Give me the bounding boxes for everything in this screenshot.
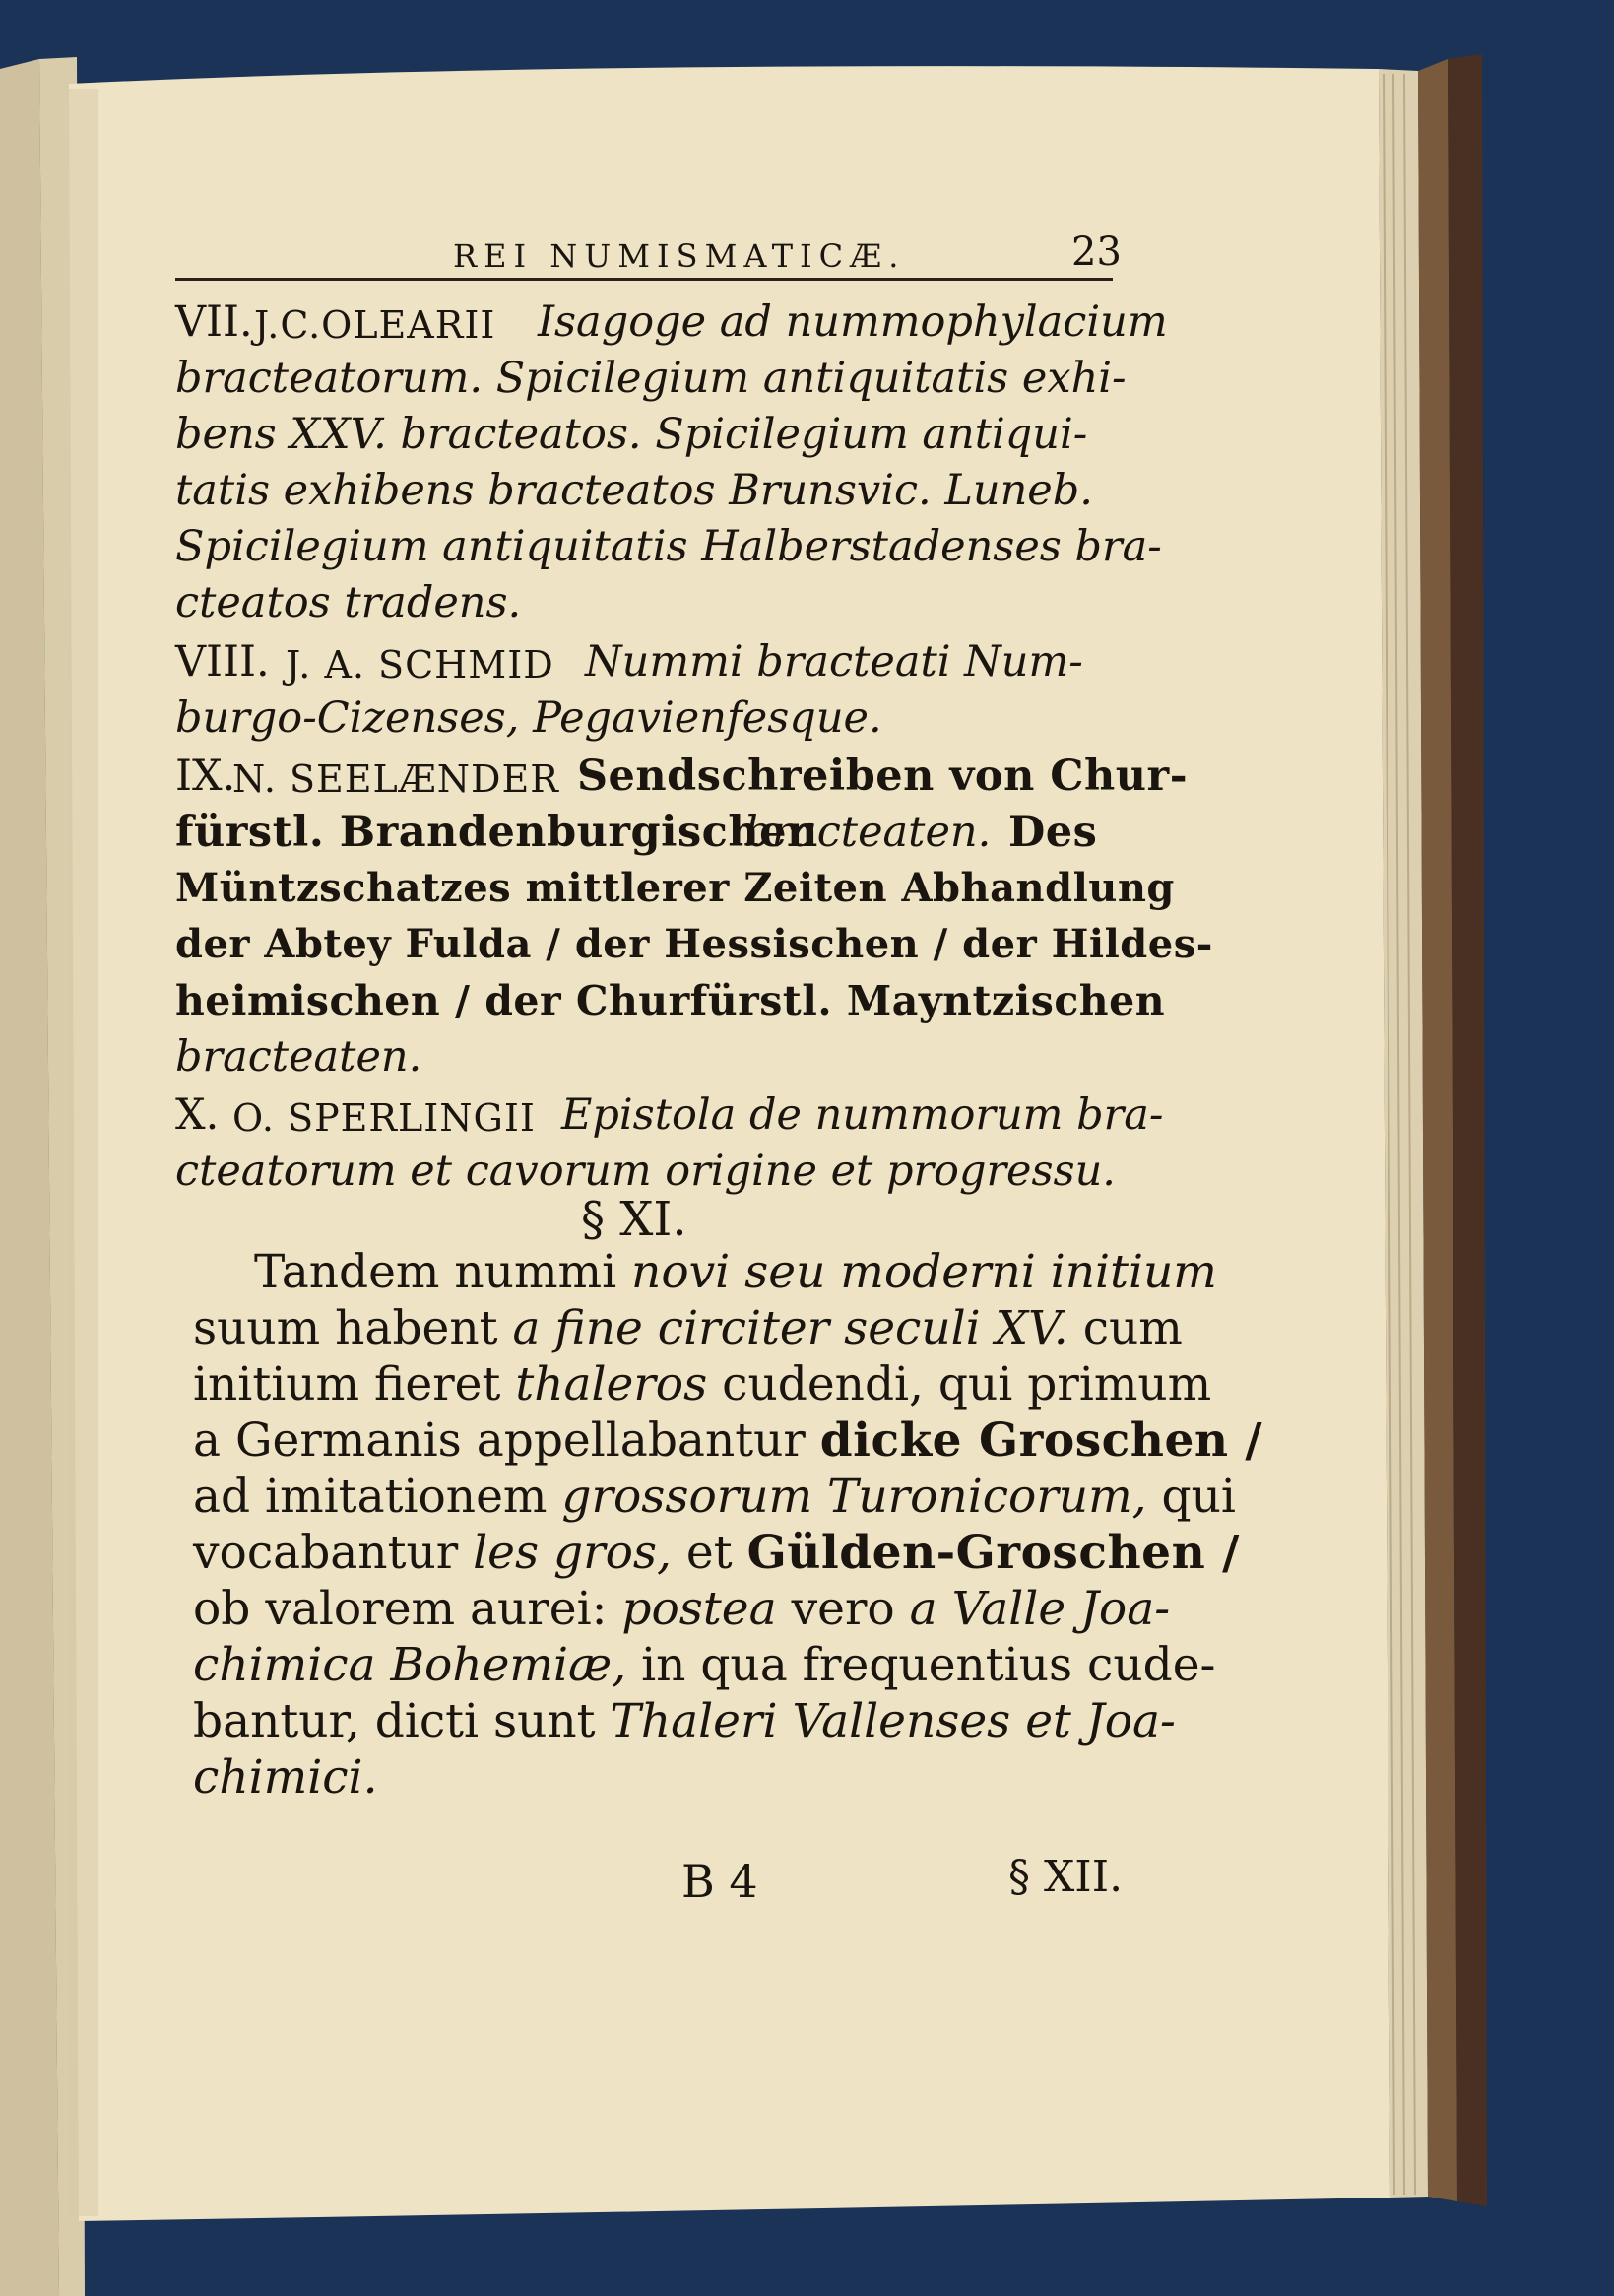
entry-viii-line: Nummi bracteati Num- [585,637,1083,687]
entry-ix-line: Sendschreiben von Chur- [577,752,1189,801]
paragraph-line: chimica Bohemiæ, in qua frequentius cude- [193,1638,1216,1692]
entry-x-line: Epistola de nummorum bra- [561,1090,1164,1140]
entry-vii-line: Isagoge ad nummophylacium [538,297,1168,347]
paragraph-line: initium fieret thaleros cudendi, qui primum [193,1357,1212,1411]
paragraph-line: a Germanis appellabantur dicke Groschen / [193,1413,1263,1468]
entry-ix-line: fürstl. Brandenburgischen [175,808,818,857]
entry-ix-line: der Abtey Fulda / der Hessischen / der Hildes- [175,921,1213,967]
signature-mark: B 4 [681,1855,758,1908]
entry-vii-line: Spicilegium antiquitatis Halberstadenses bra- [175,522,1162,571]
paragraph-line: vocabantur les gros, et Gülden-Groschen / [193,1526,1240,1580]
entry-viii-numeral: VIII. [175,637,270,687]
entry-vii-line: bens XXV. bracteatos. Spicilegium antiqui- [175,410,1088,459]
paragraph-line: ob valorem aurei: postea vero a Valle Joa- [193,1582,1171,1636]
entry-ix-line: Des [1008,808,1098,857]
entry-ix-line: bracteaten. [175,1032,422,1082]
entry-ix-line: bracteaten. [744,808,992,857]
entry-x-numeral: X. [175,1090,220,1140]
entry-ix-numeral: IX. [175,752,236,801]
paragraph-line: suum habent a fine circiter seculi XV. cum [193,1301,1183,1355]
entry-vii-line: tatis exhibens bracteatos Brunsvic. Luneb. [175,466,1093,515]
entry-vii-numeral: VII. [175,297,253,347]
page-number: 23 [1071,230,1122,275]
paragraph-line: ad imitationem grossorum Turonicorum, qui [193,1470,1236,1524]
entry-x-author: O. SPERLINGII [232,1096,536,1140]
entry-ix-line: heimischen / der Churfürstl. Mayntzischen [175,977,1166,1024]
running-head-title: REI NUMISMATICÆ. [453,237,906,275]
paragraph-line: chimici. [193,1750,378,1804]
entry-viii-line: burgo-Cizenses, Pegavienfesque. [175,693,882,743]
entry-ix-author: N. SEELÆNDER [232,757,559,801]
entry-vii-line: bracteatorum. Spicilegium antiquitatis exhi- [175,354,1127,403]
entry-x-line: cteatorum et cavorum origine et progressu. [175,1147,1116,1196]
catchword: § XII. [1008,1852,1124,1902]
entry-vii-line: cteatos tradens. [175,578,522,627]
paragraph-line: bantur, dicti sunt Thaleri Vallenses et Joa- [193,1694,1176,1748]
head-rule [175,278,1113,281]
entry-viii-author: J. A. SCHMID [286,643,554,687]
paragraph-line: Tandem nummi novi seu moderni initium [254,1245,1217,1299]
entry-vii-author: J.C.OLEARII [254,303,496,347]
entry-ix-line: Müntzschatzes mittlerer Zeiten Abhandlung [175,865,1175,911]
section-heading: § XI. [581,1192,687,1247]
